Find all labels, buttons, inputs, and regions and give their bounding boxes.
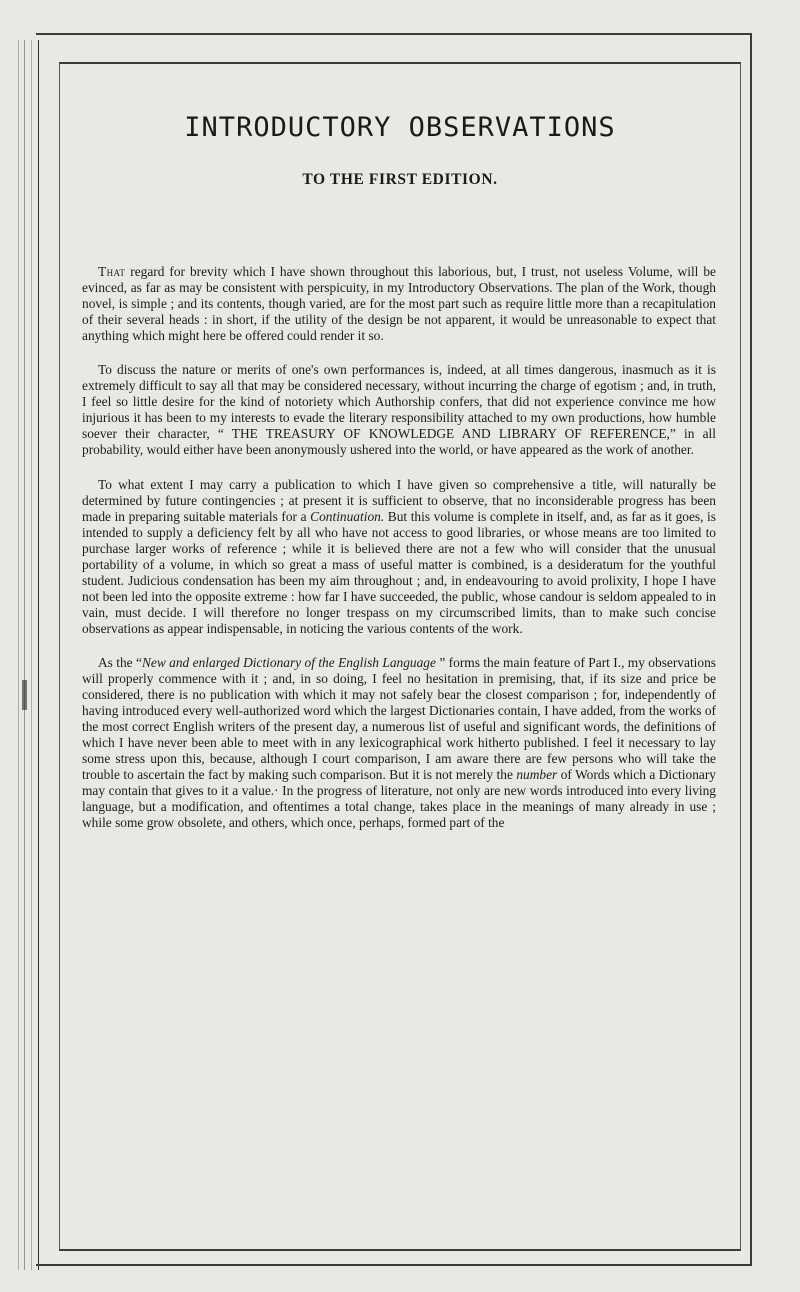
- paragraph-italic-text: number: [516, 767, 558, 783]
- paragraph-text: But this volume is complete in itself, and, as far as it goes, is intended to supply a deficiency felt by all who have not access to good libraries, or whose means are too limited to purchase larger works of reference ; while it is believed there are not a few who will consider that the unusual portability of a volume, in which so great a mass of useful matter is combined, is a desideratum for the youthful student. Judicious condensation has been my aim throughout ; and, in endeavouring to avoid prolixity, I hope I have not been led into the opposite extreme : how far I have succeeded, the public, whose candour is seldom appealed to in vain, must decide. I will therefore no longer trespass on my circumscribed limits, than to make such concise observations as appear indispensable, in noticing the various contents of the work.: [82, 508, 716, 636]
- paragraph-italic-text: New and enlarged Dictionary of the English Language: [141, 654, 436, 670]
- body-text: [82, 264, 716, 850]
- paragraph-4: [82, 655, 716, 832]
- paragraph-text: ” forms the main feature of Part I., my observations will properly commence with it ; and, in so doing, I feel no hesitation in premising, that, if its size and price be considered, there is no publication with which it may not safely bear the closest comparison ; for, independently of having introduced every well-authorized word which the largest Dictionaries contain, I have added, from the works of the most correct English writers of the present day, a numerous list of useful and significant words, the definitions of which I have never been able to meet with in any lexicographical work hitherto published. I feel it necessary to lay some stress upon this, because, although I court comparison, I am aware there are few persons who will take the trouble to ascertain the fact by making such comparison. But it is not merely the: [82, 654, 716, 783]
- gutter-mark: [22, 680, 27, 710]
- paragraph-text: To what extent I may carry a publication to which I have given so comprehensive a title, will naturally be determined by future contingencies ; at present it is sufficient to observe, that no inconsiderable progress has been made in preparing suitable materials for a: [82, 476, 716, 524]
- paragraph-2: [82, 362, 716, 458]
- gutter-line: [24, 40, 25, 1270]
- paragraph-italic-text: Continuation.: [310, 508, 385, 524]
- paragraph-1: [82, 264, 716, 344]
- paragraph-3: [82, 477, 716, 637]
- paragraph-text: As the “: [98, 654, 142, 670]
- paragraph-text: regard for brevity which I have shown throughout this laborious, but, I trust, not useless Volume, will be evinced, as far as may be consistent with perspicuity, in my Introductory Observations. The plan of the Work, though novel, is simple ; and its contents, though varied, are for the most part such as require little more than a recapitulation of their several heads : in short, if the utility of the design be not apparent, it would be unreasonable to expect that anything which might here be offered could render it so.: [82, 264, 716, 344]
- paragraph-text: of Words which a Dictionary may contain that gives to it a value.· In the progress of literature, not only are new words introduced into every living language, but a modification, and oftentimes a total change, takes place in the meanings of many already in use ; while some grow obsolete, and others, which once, perhaps, formed part of the: [82, 767, 716, 831]
- page-subtitle: TO THE FIRST EDITION.: [302, 171, 498, 188]
- gutter-line: [18, 40, 19, 1270]
- page-title: INTRODUCTORY OBSERVATIONS: [184, 112, 616, 143]
- paragraph-text: To discuss the nature or merits of one's own performances is, indeed, at all times dangerous, inasmuch as it is extremely difficult to say all that may be considered necessary, without incurring the charge of egotism ; and, in truth, I feel so little desire for the kind of notoriety which Authorship confers, that did not experience convince me how injurious it has been to my interests to evade the literary responsibility attached to my own productions, how humble soever their character, “ THE TREASURY OF KNOWLEDGE AND LIBRARY OF REFERENCE,” in all probability, would either have been anonymously ushered into the world, or have appeared as the work of another.: [82, 362, 716, 458]
- gutter-line: [31, 40, 32, 1270]
- paragraph-lead-word: That: [98, 264, 126, 279]
